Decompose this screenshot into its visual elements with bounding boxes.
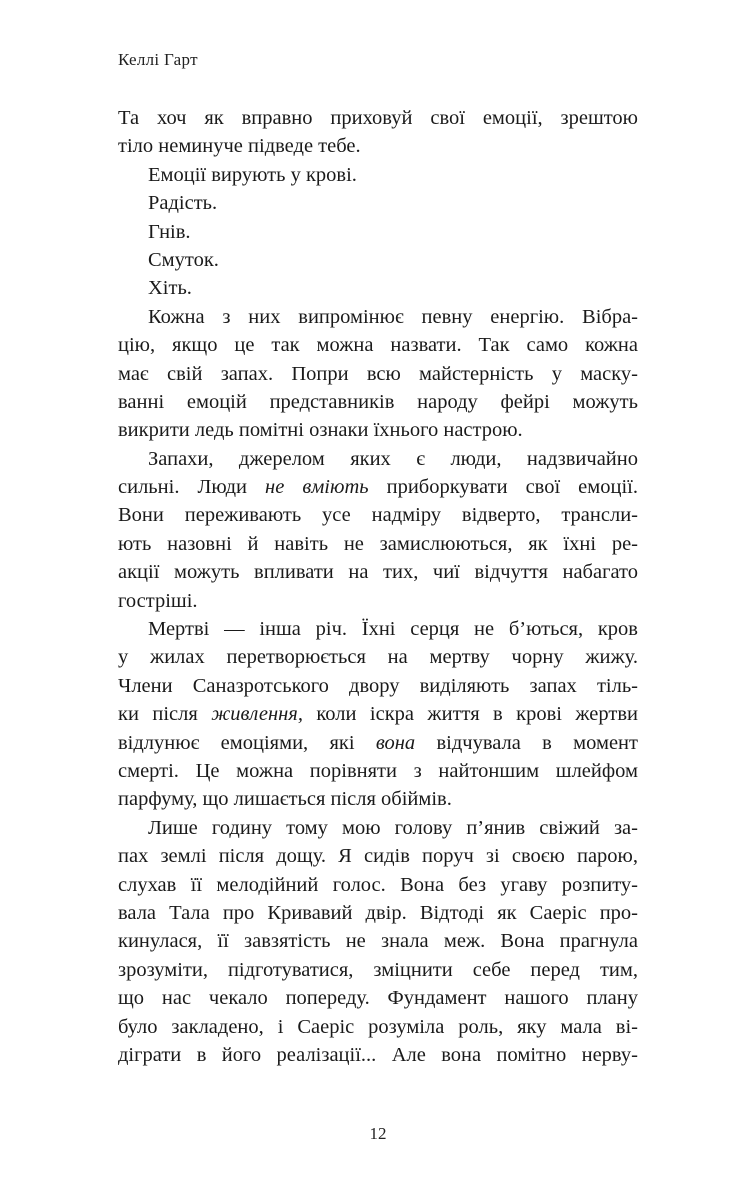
- text-line: Та хоч як вправно приховуй свої емоції, зрештою: [118, 107, 638, 129]
- text-line: Запахи, джерелом яких є люди, надзвичайно: [148, 447, 638, 470]
- text-fragment: приборкувати свої емоції.: [368, 476, 638, 499]
- text-line: ванні емоцій представників народу фейрі можуть: [118, 390, 638, 413]
- text-fragment: сильні. Люди: [118, 476, 266, 499]
- text-line: слухав її мелодійний голос. Вона без угаву розпиту-: [118, 873, 638, 896]
- running-head: Келлі Гарт: [118, 50, 198, 69]
- text-line: Емоції вирують у крові.: [148, 163, 357, 186]
- text-line: акції можуть впливати на тих, чиї відчуття набагато: [118, 561, 638, 584]
- text-line: парфуму, що лишається після обіймів.: [118, 788, 452, 811]
- text-line: зрозуміти, підготуватися, зміцнити себе перед тим,: [118, 958, 638, 981]
- page-number: 12: [369, 1124, 387, 1143]
- text-line: Мертві — інша річ. Їхні серця не б’ються, кров: [148, 618, 638, 641]
- text-line: тіло неминуче підведе тебе.: [118, 135, 361, 158]
- text-line: викрити ледь помітні ознаки їхнього настрою.: [118, 419, 523, 442]
- text-line: Смуток.: [148, 248, 219, 271]
- text-line: Кожна з них випромінює певну енергію. Вібра-: [148, 305, 638, 328]
- text-line: Гнів.: [148, 220, 191, 243]
- text-fragment: відчувала в момент: [415, 731, 638, 754]
- text-line: [118, 700, 638, 728]
- text-line: гостріші.: [118, 589, 198, 612]
- text-line: що нас чекало попереду. Фундамент нашого плану: [118, 987, 638, 1010]
- text-line: було закладено, і Саеріс розуміла роль, яку мала ві-: [118, 1015, 638, 1038]
- text-fragment: коли іскра життя в крові жертви: [302, 703, 638, 726]
- text-line: має свій запах. Попри всю майстерність у маску-: [118, 362, 638, 385]
- text-line: у жилах перетворюється на мертву чорну жижу.: [118, 646, 638, 669]
- text-line: Хіть.: [148, 277, 192, 300]
- text-line: Радість.: [148, 192, 218, 215]
- text-line: вала Тала про Кривавий двір. Відтоді як Саеріс про-: [118, 901, 638, 924]
- text-line: діграти в його реалізації... Але вона помітно нерву-: [118, 1043, 638, 1066]
- text-line: смерті. Це можна порівняти з найтоншим шлейфом: [118, 759, 638, 782]
- text-line: Вони переживають усе надміру відверто, трансли-: [118, 504, 638, 527]
- body-text: [118, 104, 638, 1069]
- text-line: Члени Саназротського двору виділяють запах тіль-: [118, 674, 638, 697]
- italic-phrase: вона: [375, 731, 416, 754]
- text-line: цію, якщо це так можна назвати. Так само кожна: [118, 334, 638, 357]
- italic-phrase: не вміють: [265, 476, 369, 499]
- text-line: кинулася, її завзятість не знала меж. Вона прагнула: [118, 930, 638, 953]
- text-line: пах землі після дощу. Я сидів поруч зі своєю парою,: [118, 845, 638, 868]
- text-line: Лише годину тому мою голову п’янив свіжий за-: [148, 816, 638, 839]
- text-line: ють назовні й навіть не замислюються, як їхні ре-: [118, 532, 638, 555]
- text-fragment: відлунює емоціями, які: [118, 731, 376, 754]
- text-line: [118, 473, 638, 501]
- text-fragment: ки після: [118, 703, 212, 726]
- italic-phrase: живлення,: [211, 703, 303, 726]
- text-line: [118, 729, 638, 757]
